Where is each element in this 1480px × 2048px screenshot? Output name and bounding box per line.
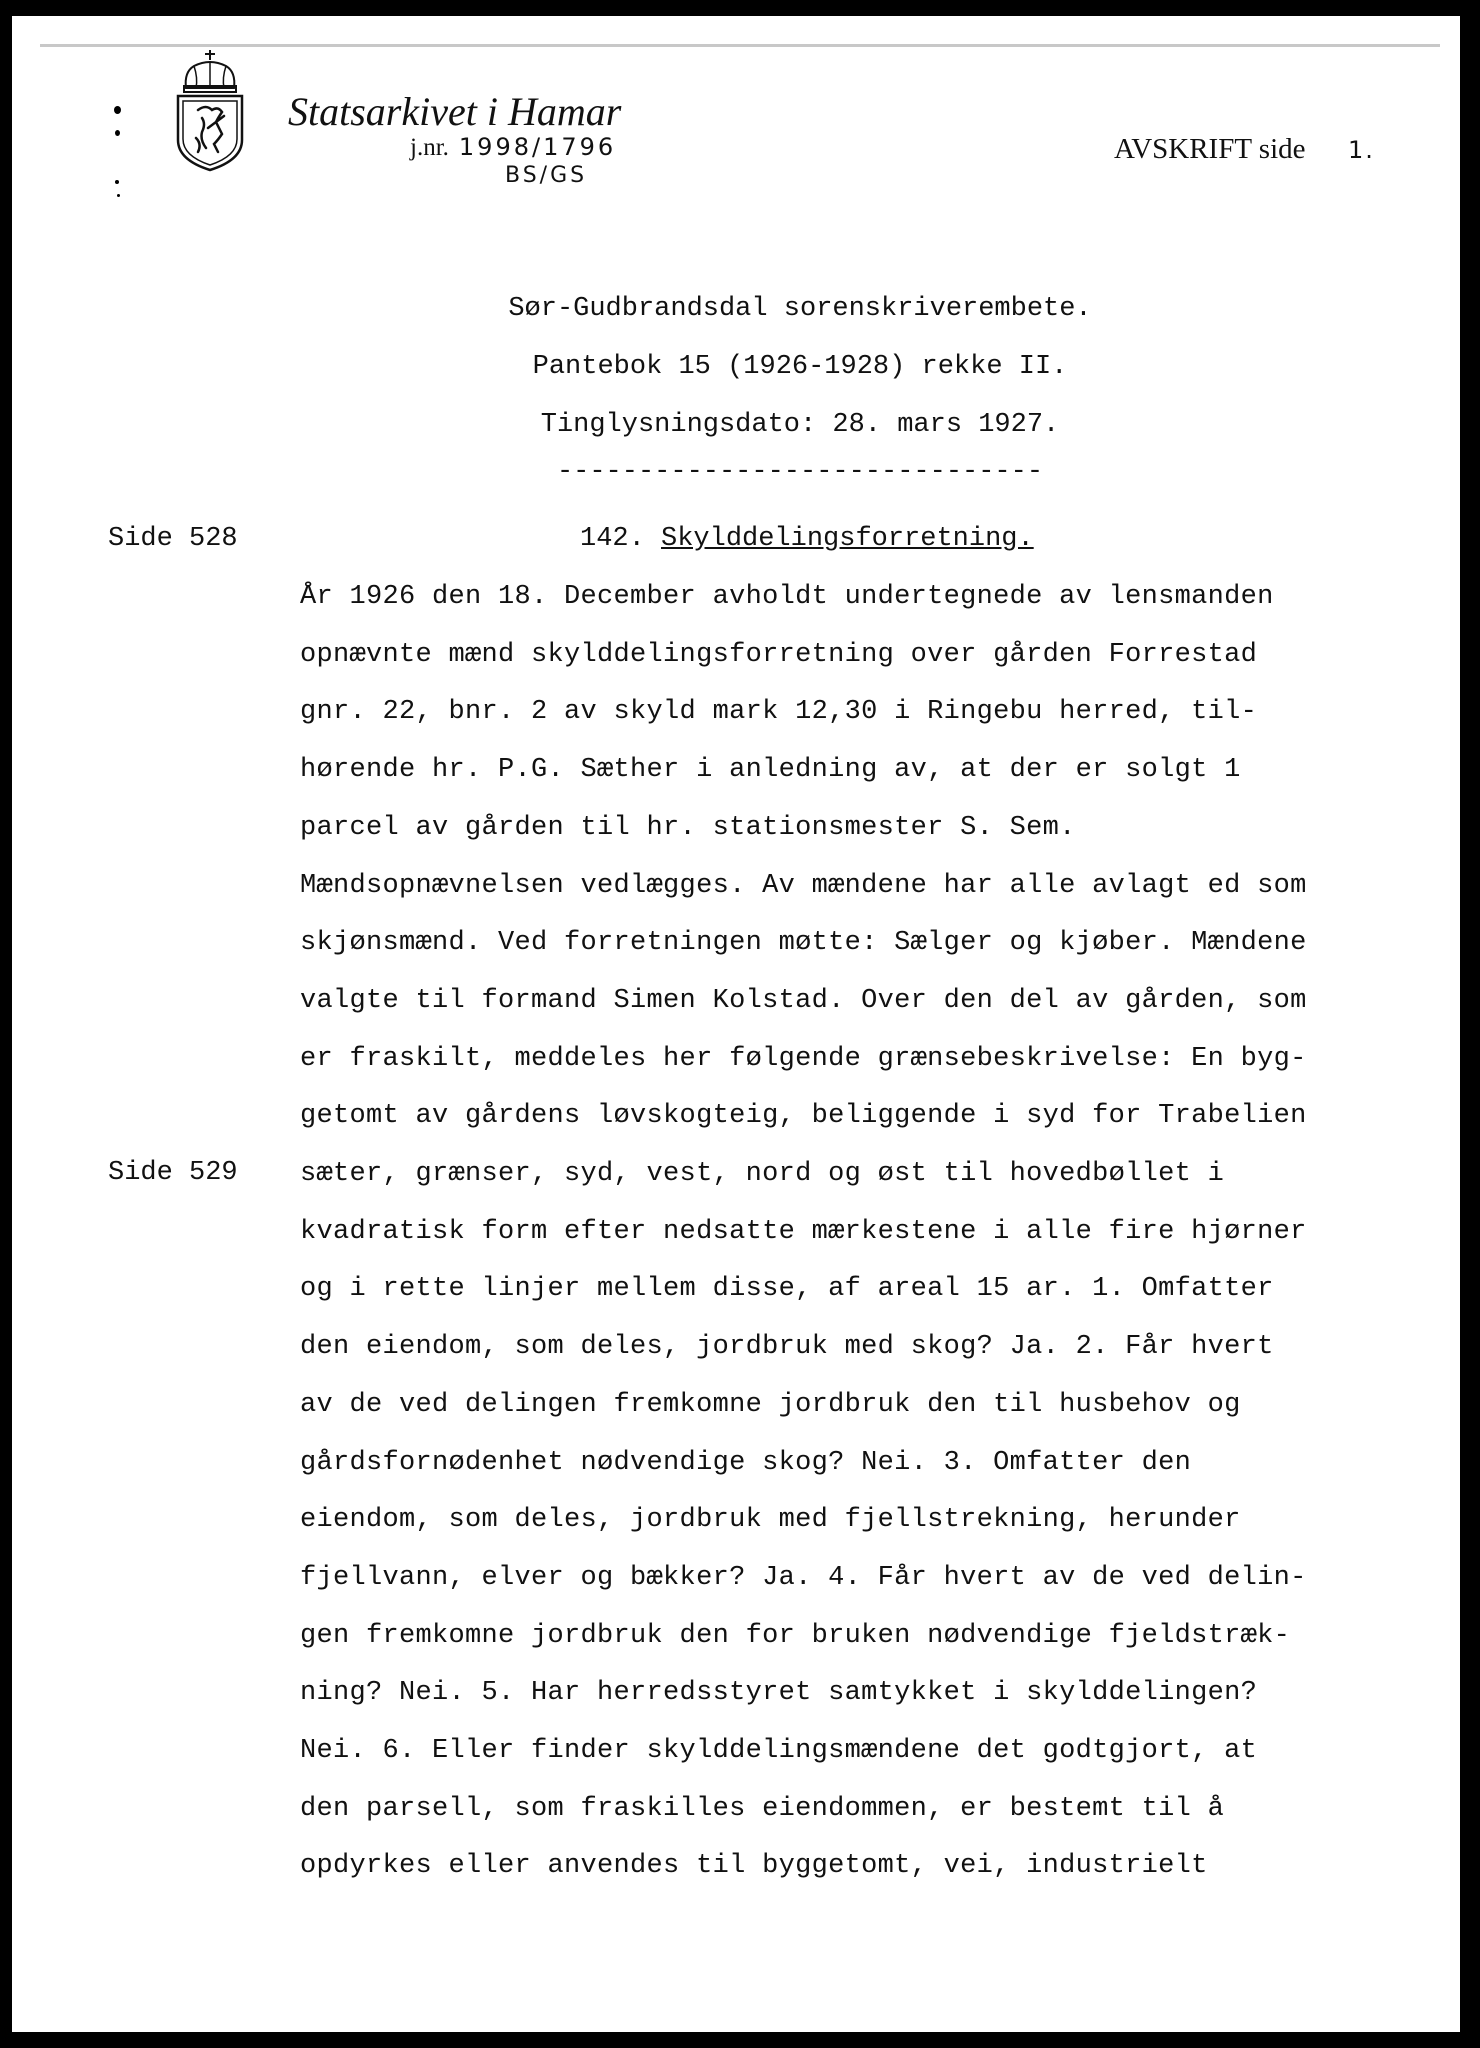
entry-number: 142. bbox=[580, 524, 645, 554]
body-line: Nei. 6. Eller finder skylddelingsmændene det godtgjort, at bbox=[300, 1736, 1258, 1766]
body-line: hørende hr. P.G. Sæther i anledning av, at der er solgt 1 bbox=[300, 755, 1241, 786]
heading-court: Sør-Gudbrandsdal sorenskriverembete. bbox=[508, 294, 1092, 324]
entry-title-text: Skylddelingsforretning. bbox=[661, 524, 1034, 554]
body-line: Mændsopnævnelsen vedlægges. Av mændene har alle avlagt ed som bbox=[300, 870, 1307, 901]
heading-book: Pantebok 15 (1926-1928) rekke II. bbox=[532, 352, 1068, 382]
body-line: den eiendom, som deles, jordbruk med skog? Ja. 2. Får hvert bbox=[300, 1332, 1274, 1363]
body-line: av de ved delingen fremkomne jordbruk den til husbehov og bbox=[300, 1389, 1241, 1420]
separator: ------------------------------ bbox=[556, 457, 1044, 487]
body-line: opnævnte mænd skylddelingsforretning over gården Forrestad bbox=[300, 639, 1258, 670]
margin-marks bbox=[114, 106, 126, 196]
initials: BS/GS bbox=[505, 163, 588, 188]
body-line: valgte til formand Simen Kolstad. Over den del av gården, som bbox=[300, 985, 1307, 1016]
body-line: skjønsmænd. Ved forretningen møtte: Sælger og kjøber. Mændene bbox=[300, 928, 1307, 959]
body-line: kvadratisk form efter nedsatte mærkestene i alle fire hjørner bbox=[300, 1216, 1307, 1247]
body-line: er fraskilt, meddeles her følgende grænsebeskrivelse: En byg- bbox=[300, 1043, 1307, 1074]
body-line: fjellvann, elver og bækker? Ja. 4. Får hvert av de ved delin- bbox=[300, 1562, 1307, 1593]
top-rule bbox=[40, 44, 1440, 47]
body-line: den parsell, som fraskilles eiendommen, er bestemt til å bbox=[300, 1793, 1225, 1824]
body-line: sæter, grænser, syd, vest, nord og øst til hovedbøllet i bbox=[300, 1159, 1225, 1189]
body-line: gnr. 22, bnr. 2 av skyld mark 12,30 i Ringebu herred, til- bbox=[300, 697, 1258, 728]
body-line: År 1926 den 18. December avholdt undertegnede av lensmanden bbox=[300, 582, 1274, 612]
body-line: getomt av gårdens løvskogteig, beliggende i syd for Trabelien bbox=[300, 1101, 1307, 1132]
body-line: parcel av gården til hr. stationsmester S. Sem. bbox=[300, 812, 1076, 843]
jnr-value: 1998/1796 bbox=[458, 133, 617, 161]
archive-name: Statsarkivet i Hamar bbox=[288, 89, 622, 134]
coat-of-arms-icon bbox=[172, 48, 248, 174]
body-line: gen fremkomne jordbruk den for bruken nødvendige fjeldstræk- bbox=[300, 1620, 1291, 1651]
body-line: eiendom, som deles, jordbruk med fjellstrekning, herunder bbox=[300, 1505, 1241, 1536]
entry-title bbox=[580, 522, 1034, 556]
margin-note-side-528: Side 528 bbox=[108, 524, 238, 554]
body-line: gårdsfornødenhet nødvendige skog? Nei. 3. Omfatter den bbox=[300, 1447, 1192, 1478]
heading-date: Tinglysningsdato: 28. mars 1927. bbox=[540, 410, 1060, 440]
body-line: opdyrkes eller anvendes til byggetomt, vei, industrielt bbox=[300, 1851, 1208, 1882]
jnr-label: j.nr. bbox=[410, 134, 449, 161]
page-number: 1. bbox=[1348, 136, 1375, 164]
body-line: og i rette linjer mellem disse, af areal 15 ar. 1. Omfatter bbox=[300, 1274, 1274, 1305]
margin-note-side-529: Side 529 bbox=[108, 1158, 238, 1188]
journal-number bbox=[410, 132, 616, 163]
body-line: ning? Nei. 5. Har herredsstyret samtykket i skylddelingen? bbox=[300, 1678, 1258, 1709]
transcript-label: AVSKRIFT side bbox=[1114, 133, 1306, 165]
